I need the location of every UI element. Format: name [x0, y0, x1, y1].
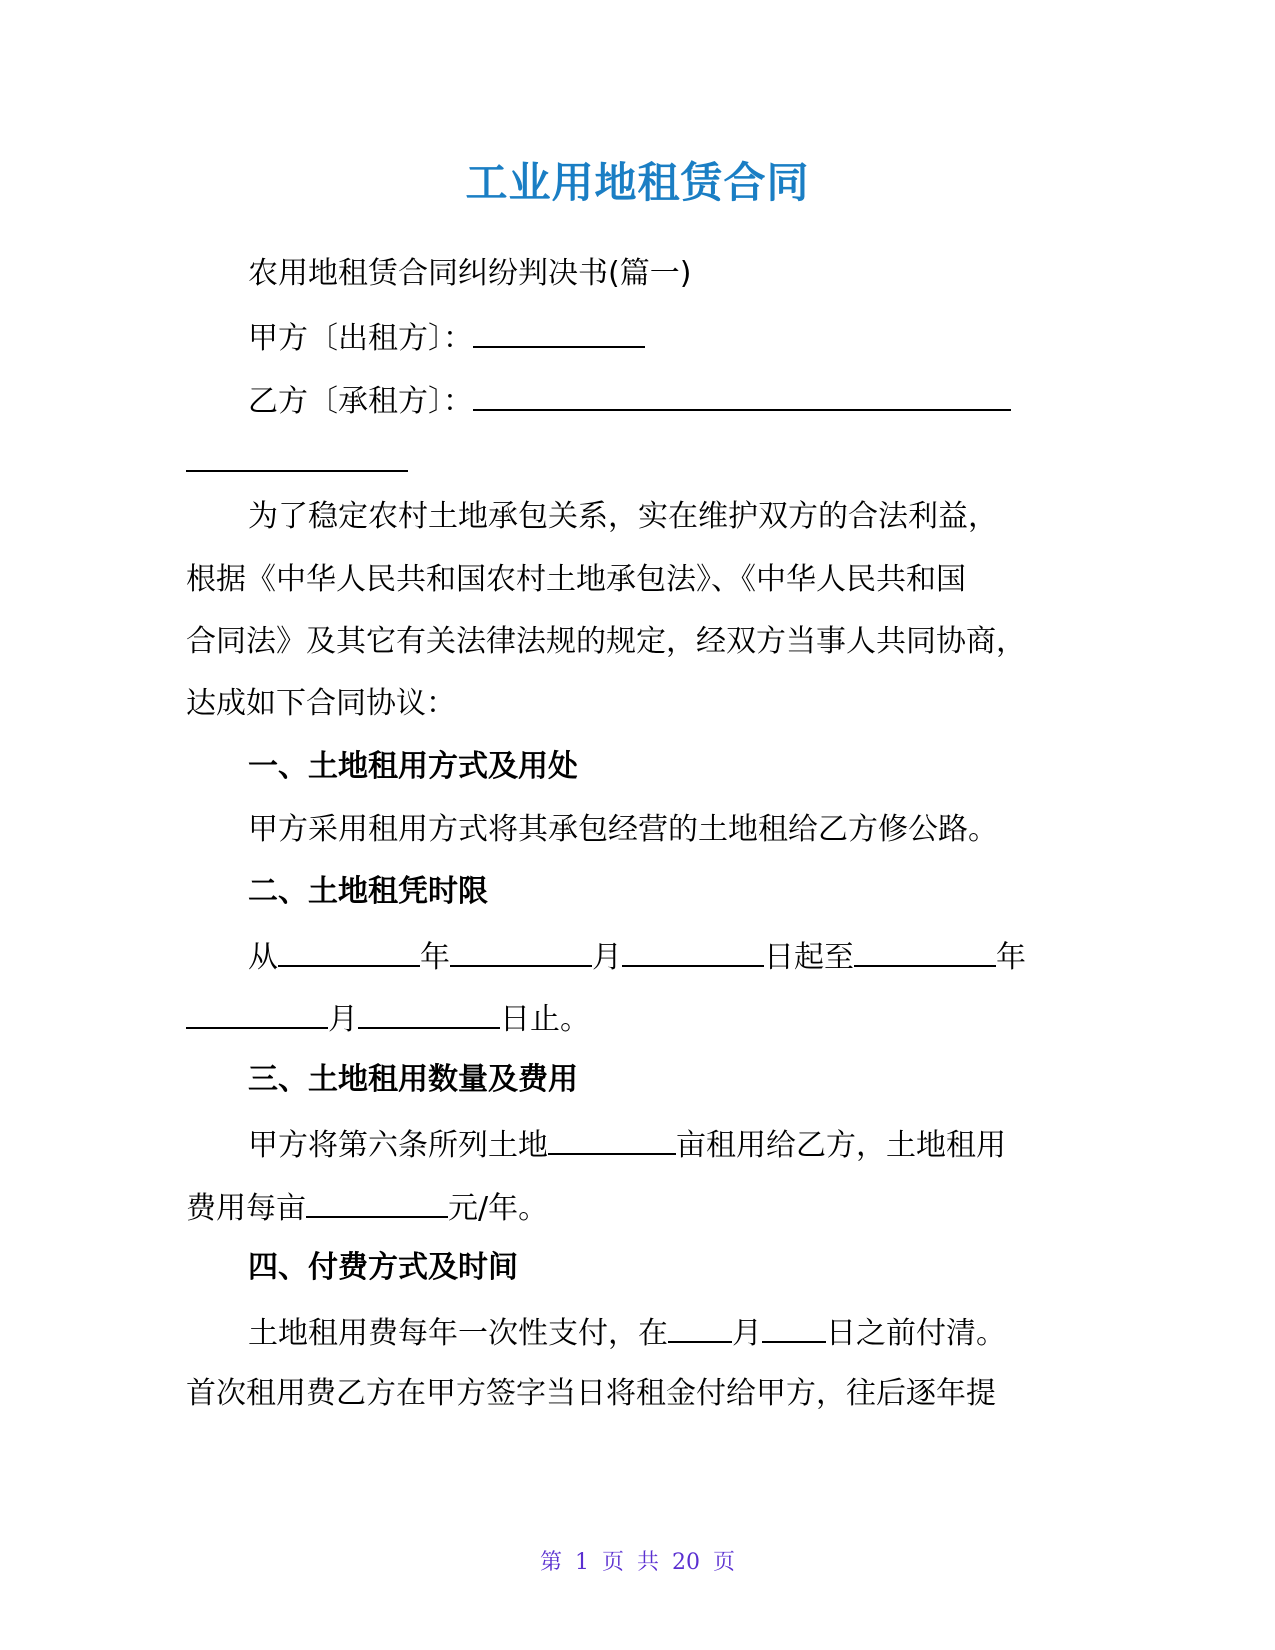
section3-line-2 — [186, 1186, 548, 1229]
pay-day-blank — [762, 1311, 826, 1343]
party-a-label: 甲方〔出租方〕： — [248, 321, 473, 356]
party-a-blank — [473, 316, 645, 348]
section3-line-1 — [248, 1123, 1006, 1166]
subtitle: 农用地租赁合同纠纷判决书(篇一) — [248, 256, 692, 291]
section2-heading: 二、土地租凭时限 — [248, 874, 488, 909]
party-b-label: 乙方〔承租方〕： — [248, 384, 473, 419]
section3-text-a: 甲方将第六条所列土地 — [248, 1128, 548, 1163]
start-day-blank — [622, 935, 764, 967]
from-label: 从 — [248, 940, 278, 975]
end-month-label: 月 — [328, 1002, 358, 1037]
section3-text-b: 亩租用给乙方，土地租用 — [676, 1128, 1006, 1163]
area-blank — [548, 1123, 676, 1155]
section2-line-2 — [186, 997, 590, 1040]
section1-heading: 一、土地租用方式及用处 — [248, 749, 578, 784]
section1-text: 甲方采用租用方式将其承包经营的土地租给乙方修公路。 — [248, 812, 998, 847]
year-label: 年 — [420, 940, 450, 975]
party-b-blank-cont-line — [186, 440, 408, 483]
start-year-blank — [278, 935, 420, 967]
document-title: 工业用地租赁合同 — [465, 158, 810, 207]
fee-blank — [306, 1186, 448, 1218]
fee-label: 费用每亩 — [186, 1191, 306, 1226]
section4-heading: 四、付费方式及时间 — [248, 1250, 518, 1285]
end-year-blank — [854, 935, 996, 967]
page-footer: 第 1 页 共 20 页 — [540, 1550, 735, 1575]
section2-line-1 — [248, 935, 1026, 978]
day-end-label: 日止。 — [500, 1002, 590, 1037]
party-b-line — [248, 379, 1011, 422]
fee-unit: 元/年。 — [448, 1191, 549, 1226]
end-month-blank — [186, 997, 328, 1029]
section4-line-1 — [248, 1311, 1006, 1354]
pay-month-label: 月 — [732, 1316, 762, 1351]
month-label: 月 — [592, 940, 622, 975]
start-month-blank — [450, 935, 592, 967]
end-year-label: 年 — [996, 940, 1026, 975]
intro-line-1: 为了稳定农村土地承包关系，实在维护双方的合法利益， — [248, 499, 998, 534]
end-day-blank — [358, 997, 500, 1029]
party-b-blank — [473, 379, 1011, 411]
section3-heading: 三、土地租用数量及费用 — [248, 1062, 578, 1097]
section4-text-a: 土地租用费每年一次性支付，在 — [248, 1316, 668, 1351]
intro-line-2: 根据《中华人民共和国农村土地承包法》、《中华人民共和国 — [186, 562, 966, 597]
section4-line-2: 首次租用费乙方在甲方签字当日将租金付给甲方，往后逐年提 — [186, 1376, 996, 1411]
pay-month-blank — [668, 1311, 732, 1343]
party-b-blank-cont — [186, 440, 408, 472]
section4-text-b: 日之前付清。 — [826, 1316, 1006, 1351]
day-start-label: 日起至 — [764, 940, 854, 975]
intro-line-3: 合同法》及其它有关法律法规的规定，经双方当事人共同协商， — [186, 624, 1026, 659]
party-a-line — [248, 316, 645, 359]
intro-line-4: 达成如下合同协议： — [186, 686, 456, 721]
